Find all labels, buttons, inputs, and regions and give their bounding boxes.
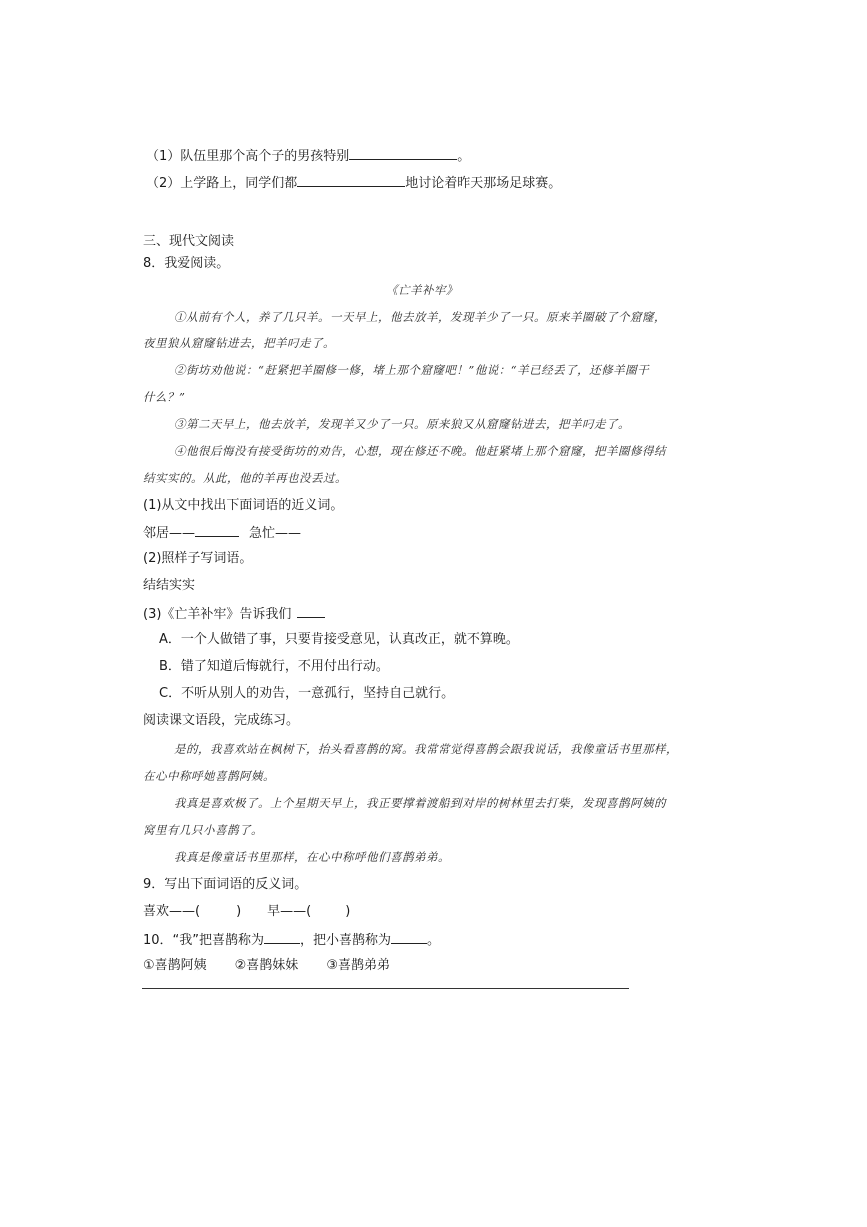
passage2-paragraph-1-line-1: 是的，我喜欢站在枫树下，抬头看喜鹊的窝。我常常觉得喜鹊会跟我说话，我像童话书里那样， xyxy=(174,742,678,756)
question-2-2 xyxy=(146,173,561,193)
question-2-2-end: 地讨论着昨天那场足球赛。 xyxy=(405,176,562,191)
answer-blank[interactable] xyxy=(264,930,300,944)
option-c[interactable]: C．不听从别人的劝告，一意孤行，坚持自己就行。 xyxy=(159,686,455,701)
passage-paragraph-4-line-2: 结实实的。从此，他的羊再也没丢过。 xyxy=(143,471,347,485)
question-10 xyxy=(143,930,440,950)
question-9: 9．写出下面词语的反义词。 xyxy=(143,877,308,892)
passage-title: 《亡羊补牢》 xyxy=(386,283,458,297)
synonym-word-b: 急忙—— xyxy=(249,526,302,541)
section-heading: 三、现代文阅读 xyxy=(143,234,235,249)
antonym-word-a: 喜欢——( xyxy=(143,904,201,919)
passage2-paragraph-2-line-2: 窝里有几只小喜鹊了。 xyxy=(143,823,263,837)
passage2-paragraph-3-line-1: 我真是像童话书里那样，在心中称呼他们喜鹊弟弟。 xyxy=(174,850,450,864)
example-word: 结结实实 xyxy=(143,578,196,593)
sub-question-3 xyxy=(143,604,325,624)
option-a[interactable]: A．一个人做错了事，只要肯接受意见，认真改正，就不算晚。 xyxy=(159,632,519,647)
synonym-word-a: 邻居—— xyxy=(143,526,196,541)
antonym-word-b: 早——( xyxy=(267,904,312,919)
answer-blank[interactable] xyxy=(297,604,325,618)
passage-paragraph-3-line-1: ③第二天早上，他去放羊，发现羊又少了一只。原来狼又从窟窿钻进去，把羊叼走了。 xyxy=(174,417,630,431)
sub-question-1: (1)从文中找出下面词语的近义词。 xyxy=(143,498,344,513)
question-2-1 xyxy=(146,146,470,166)
passage2-paragraph-1-line-2: 在心中称呼她喜鹊阿姨。 xyxy=(143,769,275,783)
question-10-options xyxy=(143,957,390,975)
question-10-part-1: 10．“我”把喜鹊称为 xyxy=(143,933,265,948)
option-b[interactable]: B．错了知道后悔就行，不用付出行动。 xyxy=(159,659,389,674)
question-8-label: 8．我爱阅读。 xyxy=(143,256,230,271)
passage-paragraph-1-line-2: 夜里狼从窟窿钻进去，把羊叼走了。 xyxy=(143,336,335,350)
reading-intro: 阅读课文语段，完成练习。 xyxy=(143,713,300,728)
passage-paragraph-2-line-2: 什么？” xyxy=(143,390,186,404)
answer-blank[interactable] xyxy=(391,930,427,944)
sub-question-2: (2)照样子写词语。 xyxy=(143,551,253,566)
option-2: ②喜鹊妹妹 xyxy=(234,958,299,973)
passage-paragraph-1-line-1: ①从前有个人，养了几只羊。一天早上，他去放羊，发现羊少了一只。原来羊圈破了个窟窿， xyxy=(174,310,666,324)
passage-paragraph-2-line-1: ②街坊劝他说：“赶紧把羊圈修一修，堵上那个窟窿吧！”他说：“羊已经丢了，还修羊圈干 xyxy=(174,363,650,377)
question-2-1-end: 。 xyxy=(457,149,471,164)
option-1: ①喜鹊阿姨 xyxy=(143,958,207,973)
passage-paragraph-4-line-1: ④他很后悔没有接受街坊的劝告，心想，现在修还不晚。他赶紧堵上那个窟窿，把羊圈修得结 xyxy=(174,444,666,458)
divider-line xyxy=(142,988,629,989)
question-2-1-text: （1）队伍里那个高个子的男孩特别 xyxy=(146,149,350,164)
answer-blank[interactable] xyxy=(297,173,405,187)
antonym-row xyxy=(143,903,350,921)
synonym-row xyxy=(143,523,301,543)
question-10-part-3: 。 xyxy=(427,933,441,948)
option-3: ③喜鹊弟弟 xyxy=(326,958,390,973)
answer-blank[interactable] xyxy=(349,146,457,160)
sub-question-3-text: (3)《亡羊补牢》告诉我们 xyxy=(143,607,292,622)
passage2-paragraph-2-line-1: 我真是喜欢极了。上个星期天早上，我正要撑着渡船到对岸的树林里去打柴，发现喜鹊阿姨的 xyxy=(174,796,666,810)
question-2-2-text: （2）上学路上，同学们都 xyxy=(146,176,298,191)
answer-blank[interactable] xyxy=(195,523,239,537)
question-10-part-2: ，把小喜鹊称为 xyxy=(300,933,392,948)
antonym-word-b-close: ) xyxy=(345,904,351,919)
antonym-word-a-close: ) xyxy=(236,904,242,919)
